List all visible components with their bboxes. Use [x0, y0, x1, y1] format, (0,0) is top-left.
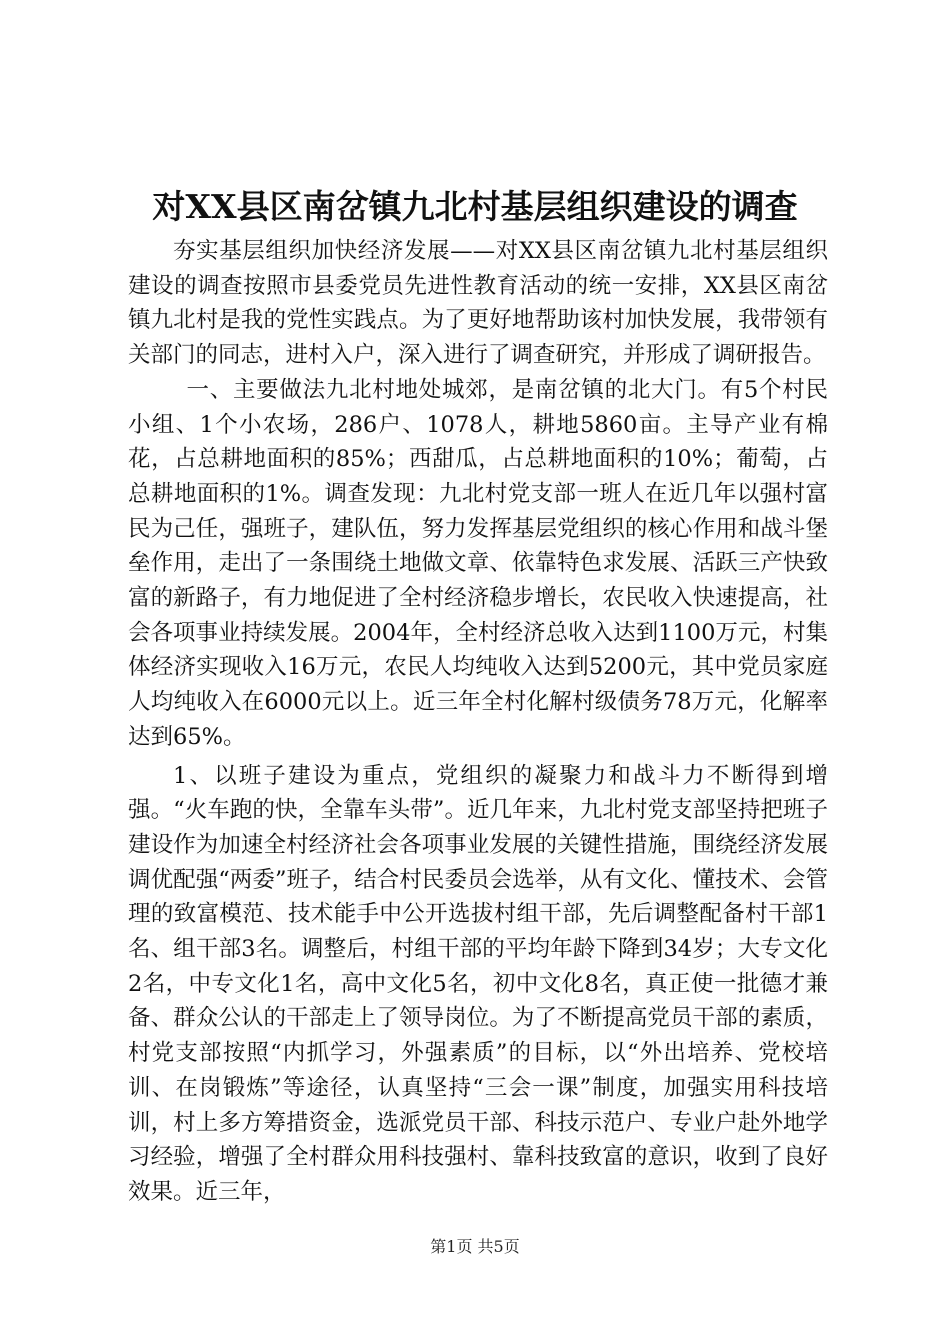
document-body — [128, 234, 828, 1210]
page-footer: 第1页 共5页 — [430, 1237, 520, 1256]
paragraph-main-practices: 一、主要做法九北村地处城郊，是南岔镇的北大门。有5个村民小组、1个小农场，286户、1078人，耕地5860亩。主导产业有棉花，占总耕地面积的85%；西甜瓜，占总耕地面积的10%；葡萄，占总耕地面积的1%。调查发现：九北村党支部一班人在近几年以强村富民为己任，强班子，建队伍，努力发挥基层党组织的核心作用和战斗堡垒作用，走出了一条围绕土地做文章、依靠特色求发展、活跃三产快致富的新路子，有力地促进了全村经济稳步增长，农民收入快速提高，社会各项事业持续发展。2004年，全村经济总收入达到1100万元，村集体经济实现收入16万元，农民人均纯收入达到5200元，其中党员家庭人均纯收入在6000元以上。近三年全村化解村级债务78万元，化解率达到65%。 — [128, 376, 828, 750]
paragraph-intro: 夯实基层组织加快经济发展——对XX县区南岔镇九北村基层组织建设的调查按照市县委党员先进性教育活动的统一安排，XX县区南岔镇九北村是我的党性实践点。为了更好地帮助该村加快发展，我带领有关部门的同志，进村入户，深入进行了调查研究，并形成了调研报告。 — [128, 238, 828, 369]
document-title: 对XX县区南岔镇九北村基层组织建设的调查 — [152, 187, 798, 226]
paragraph-team-building: 1、以班子建设为重点，党组织的凝聚力和战斗力不断得到增强。“火车跑的快，全靠车头带”。近几年来，九北村党支部坚持把班子建设作为加速全村经济社会各项事业发展的关键性措施，围绕经济发展调优配强“两委”班子，结合村民委员会选举，从有文化、懂技术、会管理的致富模范、技术能手中公开选拔村组干部，先后调整配备村干部1名、组干部3名。调整后，村组干部的平均年龄下降到34岁；大专文化2名，中专文化1名，高中文化5名，初中文化8名，真正使一批德才兼备、群众公认的干部走上了领导岗位。为了不断提高党员干部的素质，村党支部按照“内抓学习，外强素质”的目标，以“外出培养、党校培训、在岗锻炼”等途径，认真坚持“三会一课”制度，加强实用科技培训，村上多方筹措资金，选派党员干部、科技示范户、专业户赴外地学习经验，增强了全村群众用科技强村、靠科技致富的意识，收到了良好效果。近三年， — [128, 762, 828, 1205]
